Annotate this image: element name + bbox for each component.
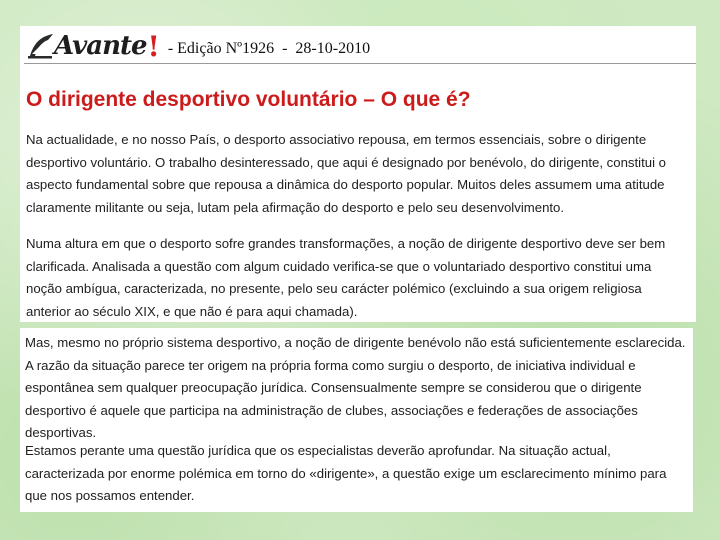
avante-logo-icon bbox=[26, 30, 56, 62]
masthead-divider bbox=[24, 63, 696, 64]
article-paragraph: Na actualidade, e no nosso País, o desporto associativo repousa, em termos essenciais, sobre o dirigente desportivo voluntário. O trabalho desinteressado, que aqui é designado por benévolo, do dirigente, constitui o aspecto fundamental sobre que repousa a dinâmica do desporto popular. Muitos deles assumem uma atitude claramente militante ou seja, lutam pela afirmação do desporto e pelo seu desenvolvimento. bbox=[26, 132, 667, 215]
article-paragraph: Numa altura em que o desporto sofre grandes transformações, a noção de dirigente desportivo deve ser bem clarificada. Analisada a questão com algum cuidado verifica-se que o voluntariado desportivo constitui uma noção ambígua, caracterizada, no presente, pelo seu carácter polémico (excluindo a sua origem religiosa anterior ao século XIX, e que não é para aqui chamada). bbox=[26, 236, 666, 319]
edition-info: - Edição Nº1926 - 28-10-2010 bbox=[167, 40, 371, 57]
article-clipping-bottom bbox=[20, 328, 693, 512]
article-paragraph: Mas, mesmo no próprio sistema desportivo, a noção de dirigente benévolo não está suficientemente esclarecida. A razão da situação parece ter origem na própria forma como surgiu o desporto, de iniciativa individual e espontânea sem qualquer preocupação jurídica. Consensualmente sempre se considerou que o dirigente desportivo é aquele que participa na administração de clubes, associações e federações de associações desportivas. bbox=[25, 335, 686, 440]
newspaper-logo-exclamation: ! bbox=[147, 29, 160, 63]
newspaper-logo-text: Avante bbox=[54, 31, 147, 61]
article-paragraph: Estamos perante uma questão jurídica que os especialistas deverão aprofundar. Na situação actual, caracterizada por enorme polémica em torno do «dirigente», a questão exige um esclarecimento mínimo para que nos possamos entender. bbox=[25, 443, 667, 503]
article-headline: O dirigente desportivo voluntário – O que é? bbox=[26, 88, 471, 111]
newspaper-masthead bbox=[26, 28, 370, 64]
article-clipping-top bbox=[20, 26, 696, 322]
